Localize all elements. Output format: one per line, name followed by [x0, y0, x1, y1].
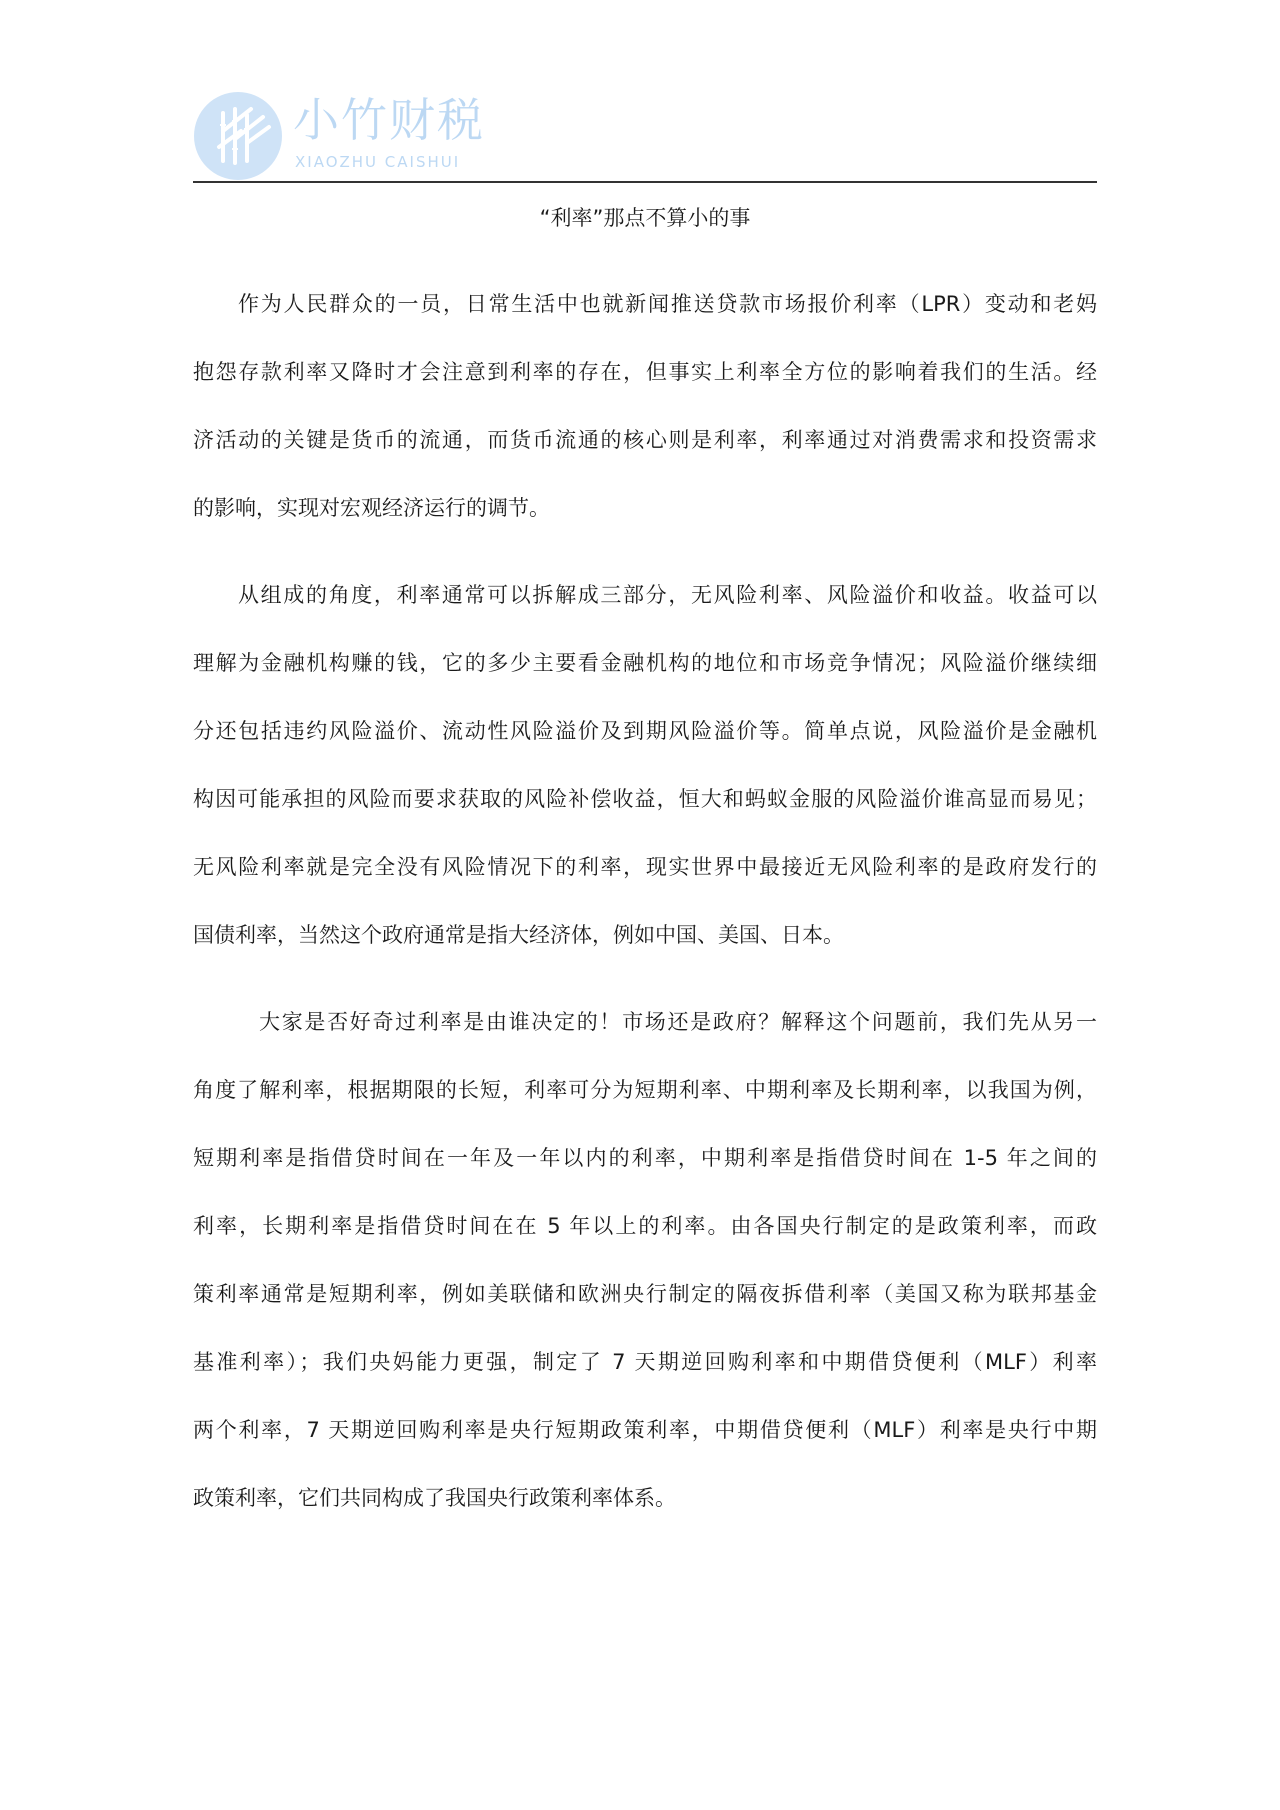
document-title: “利率”那点不算小的事	[539, 206, 751, 230]
paragraph-line: 理解为金融机构赚的钱，它的多少主要看金融机构的地位和市场竞争情况；风险溢价继续细	[193, 651, 1097, 675]
bamboo-logo-icon	[193, 91, 283, 181]
logo-text-en: XIAOZHU CAISHUI	[295, 153, 461, 171]
paragraph-line: 两个利率，7 天期逆回购利率是央行短期政策利率，中期借贷便利（MLF）利率是央行中期	[193, 1418, 1097, 1442]
paragraph-line: 政策利率，它们共同构成了我国央行政策利率体系。	[193, 1486, 676, 1510]
paragraph-2	[193, 571, 1097, 979]
paragraph-line: 济活动的关键是货币的流通，而货币流通的核心则是利率，利率通过对消费需求和投资需求	[193, 428, 1097, 452]
paragraph-line: 构因可能承担的风险而要求获取的风险补偿收益，恒大和蚂蚁金服的风险溢价谁高显而易见；	[193, 787, 1097, 811]
paragraph-line: 国债利率，当然这个政府通常是指大经济体，例如中国、美国、日本。	[193, 923, 844, 947]
paragraph-1	[193, 280, 1097, 552]
paragraph-line: 的影响，实现对宏观经济运行的调节。	[193, 496, 550, 520]
paragraph-line: 作为人民群众的一员，日常生活中也就新闻推送贷款市场报价利率（LPR）变动和老妈	[238, 292, 1097, 316]
paragraph-line: 策利率通常是短期利率，例如美联储和欧洲央行制定的隔夜拆借利率（美国又称为联邦基金	[193, 1282, 1097, 1306]
header-divider	[193, 181, 1097, 183]
paragraph-line: 抱怨存款利率又降时才会注意到利率的存在，但事实上利率全方位的影响着我们的生活。经	[193, 360, 1097, 384]
paragraph-line: 从组成的角度，利率通常可以拆解成三部分，无风险利率、风险溢价和收益。收益可以	[238, 583, 1097, 607]
paragraph-line: 分还包括违约风险溢价、流动性风险溢价及到期风险溢价等。简单点说，风险溢价是金融机	[193, 719, 1097, 743]
paragraph-line: 角度了解利率，根据期限的长短，利率可分为短期利率、中期利率及长期利率，以我国为例，	[193, 1078, 1097, 1102]
paragraph-3	[193, 998, 1097, 1542]
document-header	[193, 88, 1093, 180]
paragraph-line: 大家是否好奇过利率是由谁决定的！市场还是政府？解释这个问题前，我们先从另一	[259, 1010, 1097, 1034]
document-body	[193, 280, 1097, 1561]
logo-text-cn: 小竹财税	[293, 93, 485, 147]
paragraph-line: 利率，长期利率是指借贷时间在在 5 年以上的利率。由各国央行制定的是政策利率，而政	[193, 1214, 1097, 1238]
paragraph-line: 短期利率是指借贷时间在一年及一年以内的利率，中期利率是指借贷时间在 1-5 年之间的	[193, 1146, 1097, 1170]
paragraph-line: 无风险利率就是完全没有风险情况下的利率，现实世界中最接近无风险利率的是政府发行的	[193, 855, 1097, 879]
paragraph-line: 基准利率）；我们央妈能力更强，制定了 7 天期逆回购利率和中期借贷便利（MLF）利率	[193, 1350, 1097, 1374]
